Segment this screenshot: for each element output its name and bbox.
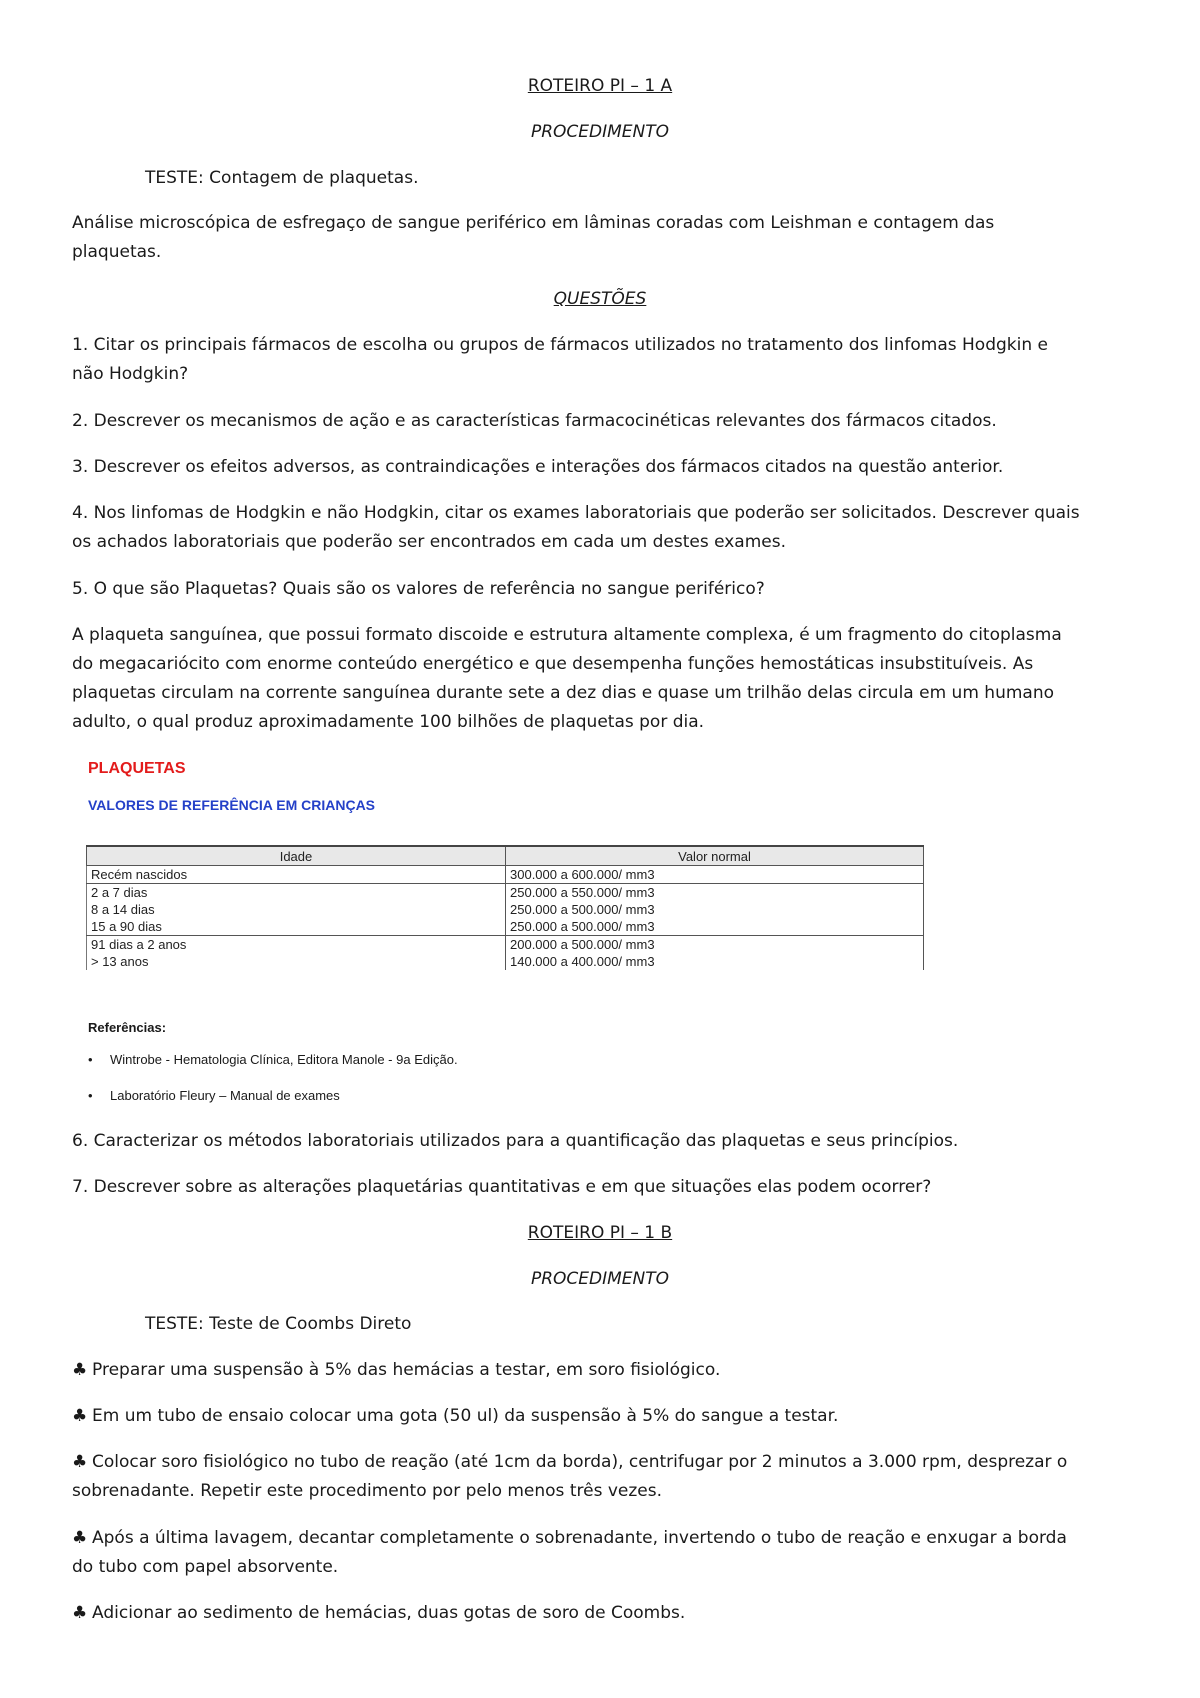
bullet-icon: •	[88, 1088, 93, 1103]
table-cell-value: 200.000 a 500.000/ mm3	[506, 936, 924, 954]
club-icon: ♣	[72, 1406, 88, 1426]
table-cell-value: 250.000 a 550.000/ mm3	[506, 884, 924, 902]
table-cell-value: 250.000 a 500.000/ mm3	[506, 918, 924, 936]
table-cell-age: Recém nascidos	[87, 866, 506, 884]
step-4-line-2: do tubo com papel absorvente.	[72, 1557, 339, 1577]
procedure-heading-a: PROCEDIMENTO	[530, 122, 670, 142]
title-part-b: ROTEIRO PI – 1 B	[527, 1223, 673, 1243]
question-2: 2. Descrever os mecanismos de ação e as características farmacocinéticas relevantes dos fármacos citados.	[72, 411, 997, 431]
table-cell-value: 300.000 a 600.000/ mm3	[506, 866, 924, 884]
column-header-value: Valor normal	[506, 846, 924, 866]
table-cell-age: > 13 anos	[87, 953, 506, 970]
step-text: Após a última lavagem, decantar completamente o sobrenadante, invertendo o tubo de reação e enxugar a borda	[92, 1528, 1067, 1548]
table-cell-age: 91 dias a 2 anos	[87, 936, 506, 954]
question-3: 3. Descrever os efeitos adversos, as contraindicações e interações dos fármacos citados na questão anterior.	[72, 457, 1004, 477]
reference-item	[88, 1052, 458, 1067]
question-4-line-1: 4. Nos linfomas de Hodgkin e não Hodgkin, citar os exames laboratoriais que poderão ser solicitados. Descrever quais	[72, 503, 1080, 523]
table-cell-age: 15 a 90 dias	[87, 918, 506, 936]
analysis-line-1: Análise microscópica de esfregaço de sangue periférico em lâminas coradas com Leishman e contagem das	[72, 213, 995, 233]
step-text: Adicionar ao sedimento de hemácias, duas gotas de soro de Coombs.	[92, 1603, 686, 1623]
table-cell-value: 250.000 a 500.000/ mm3	[506, 901, 924, 918]
question-1-line-1: 1. Citar os principais fármacos de escolha ou grupos de fármacos utilizados no tratamento dos linfomas Hodgkin e	[72, 335, 1048, 355]
step-text: Preparar uma suspensão à 5% das hemácias a testar, em soro fisiológico.	[92, 1360, 721, 1380]
test-label-b: TESTE: Teste de Coombs Direto	[145, 1314, 412, 1334]
step-4-line-1	[72, 1528, 1067, 1548]
question-7: 7. Descrever sobre as alterações plaquetárias quantitativas e em que situações elas podem ocorrer?	[72, 1177, 932, 1197]
procedure-heading-b: PROCEDIMENTO	[530, 1269, 670, 1289]
step-1	[72, 1360, 720, 1380]
reference-text: Laboratório Fleury – Manual de exames	[110, 1088, 340, 1103]
figure-title: PLAQUETAS	[88, 760, 186, 777]
questions-heading: QUESTÕES	[553, 289, 647, 309]
question-1-line-2: não Hodgkin?	[72, 364, 189, 384]
table-cell-age: 8 a 14 dias	[87, 901, 506, 918]
question-5: 5. O que são Plaquetas? Quais são os valores de referência no sangue periférico?	[72, 579, 765, 599]
step-text: Colocar soro fisiológico no tubo de reação (até 1cm da borda), centrifugar por 2 minutos a 3.000 rpm, desprezar o	[92, 1452, 1068, 1472]
table-cell-value: 140.000 a 400.000/ mm3	[506, 953, 924, 970]
step-3-line-2: sobrenadante. Repetir este procedimento por pelo menos três vezes.	[72, 1481, 662, 1501]
bullet-icon: •	[88, 1052, 93, 1067]
question-4-line-2: os achados laboratoriais que poderão ser encontrados em cada um destes exames.	[72, 532, 787, 552]
answer-line-3: plaquetas circulam na corrente sanguínea durante sete a dez dias e quase um trilhão delas circula em um humano	[72, 683, 1054, 703]
club-icon: ♣	[72, 1603, 88, 1623]
question-6: 6. Caracterizar os métodos laboratoriais utilizados para a quantificação das plaquetas e seus princípios.	[72, 1131, 959, 1151]
club-icon: ♣	[72, 1360, 88, 1380]
club-icon: ♣	[72, 1452, 88, 1472]
step-3-line-1	[72, 1452, 1067, 1472]
test-label-a: TESTE: Contagem de plaquetas.	[145, 168, 419, 188]
reference-text: Wintrobe - Hematologia Clínica, Editora Manole - 9a Edição.	[110, 1052, 458, 1067]
table-cell-age: 2 a 7 dias	[87, 884, 506, 902]
step-2	[72, 1406, 838, 1426]
column-header-age: Idade	[87, 846, 506, 866]
reference-item	[88, 1088, 340, 1103]
analysis-line-2: plaquetas.	[72, 242, 162, 262]
step-5	[72, 1603, 685, 1623]
answer-line-1: A plaqueta sanguínea, que possui formato discoide e estrutura altamente complexa, é um fragmento do citoplasma	[72, 625, 1062, 645]
step-text: Em um tubo de ensaio colocar uma gota (50 ul) da suspensão à 5% do sangue a testar.	[92, 1406, 839, 1426]
reference-table	[86, 845, 924, 970]
figure-subtitle: VALORES DE REFERÊNCIA EM CRIANÇAS	[88, 797, 376, 813]
answer-line-2: do megacariócito com enorme conteúdo energético e que desempenha funções hemostáticas insubstituíveis. As	[72, 654, 1034, 674]
answer-line-4: adulto, o qual produz aproximadamente 100 bilhões de plaquetas por dia.	[72, 712, 705, 732]
references-heading: Referências:	[88, 1020, 167, 1035]
club-icon: ♣	[72, 1528, 88, 1548]
title-part-a: ROTEIRO PI – 1 A	[527, 76, 673, 96]
